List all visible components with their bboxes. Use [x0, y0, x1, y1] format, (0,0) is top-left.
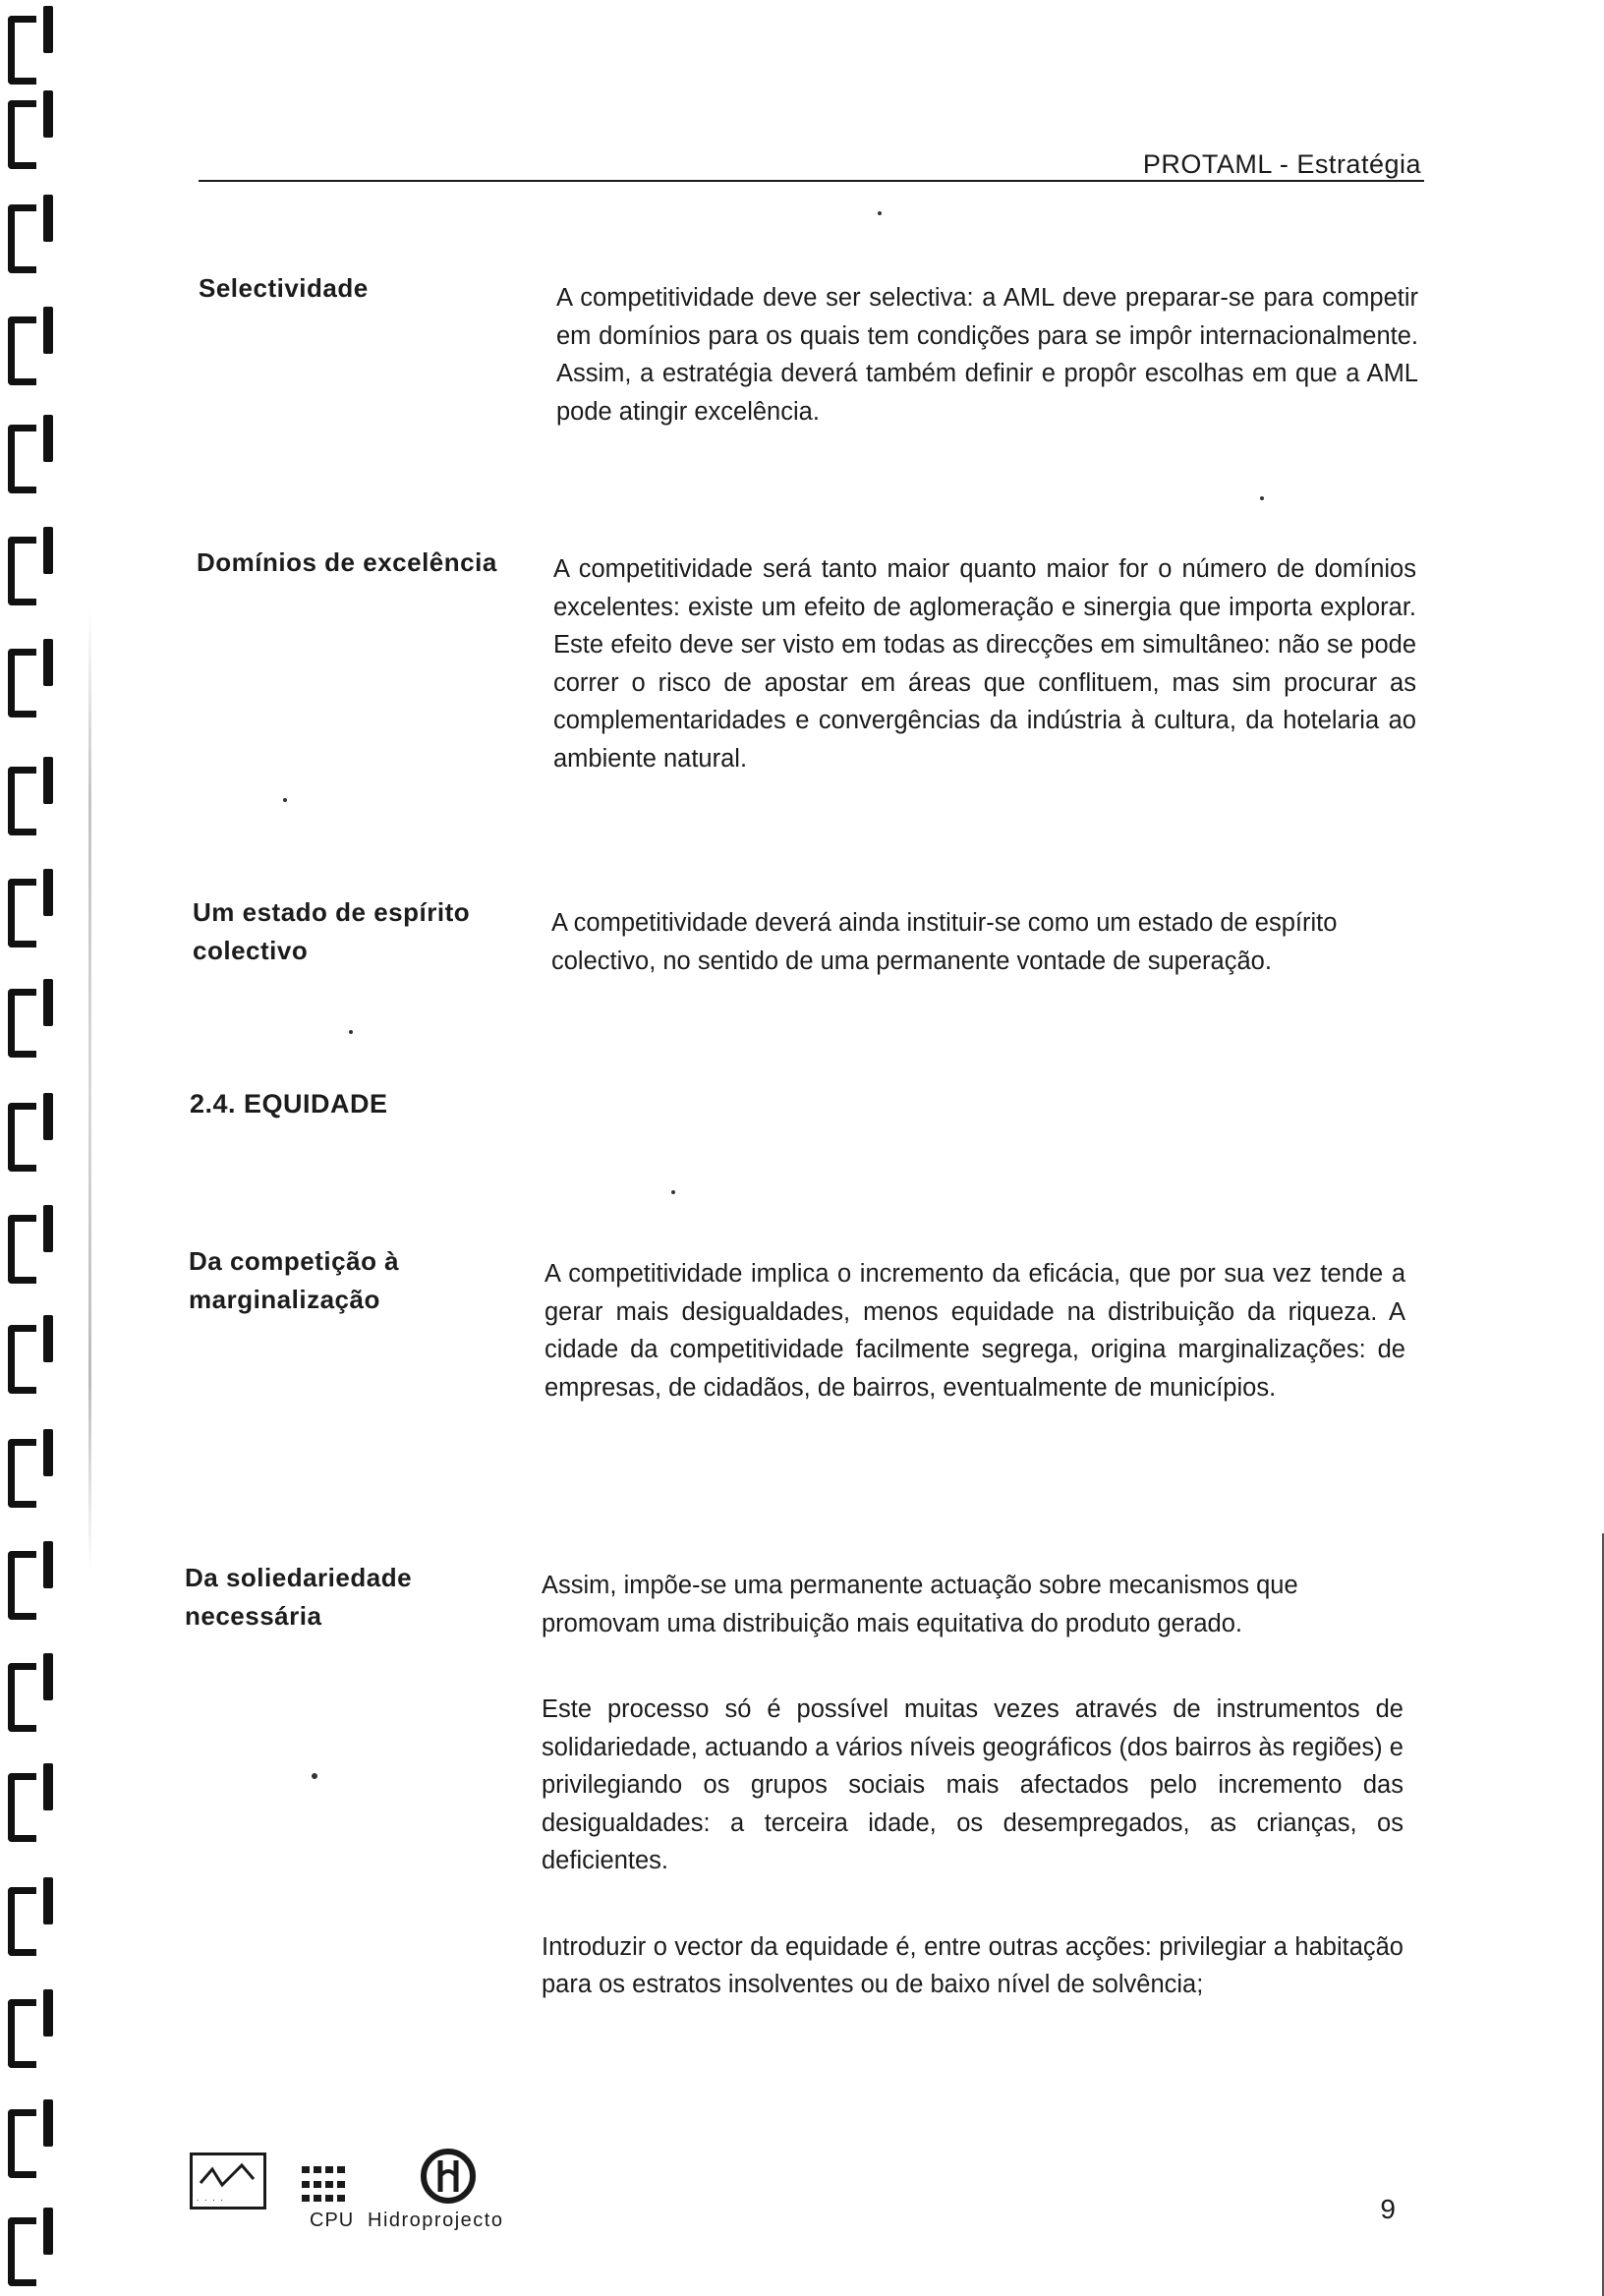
hidroprojecto-label: Hidroprojecto [368, 2210, 504, 2231]
hidroprojecto-logo [419, 2147, 478, 2210]
page-number: 9 [1380, 2194, 1396, 2224]
paragraph: A competitividade implica o incremento da eficácia, que por sua vez tende a gerar mais desigualdades, menos equidade na distribuição da riqueza. A cidade da competitividade facilmente segrega, origina marginalizações: de empresas, de cidadãos, de bairros, eventualmente de municípios. [544, 1260, 1405, 1402]
paragraph: A competitividade será tanto maior quanto maior for o número de domínios excelentes: existe um efeito de aglomeração e sinergia que importa explorar. Este efeito deve ser visto em todas as direcções em simultâneo: não se pode correr o risco de apostar em áreas que conflituem, mas sim procurar as complementaridades e convergências da indústria à cultura, da hotelaria ao ambiente natural. [553, 555, 1416, 773]
side-label-line: Selectividade [199, 273, 369, 303]
paragraph: Introduzir o vector da equidade é, entre outras acções: privilegiar a habitação para os estratos insolventes ou de baixo nível de solvência; [542, 1932, 1404, 1998]
hidroprojecto-emblem-icon [419, 2147, 478, 2206]
side-label-line: Da soliedariedade [185, 1563, 413, 1592]
scan-speck [878, 211, 882, 215]
side-label-line: necessária [185, 1601, 322, 1631]
side-label-line: colectivo [193, 936, 309, 965]
paragraph-estado-de-espirito [551, 904, 1416, 980]
side-label-dominios [197, 544, 497, 582]
running-header-title: PROTAML - Estratégia [1142, 149, 1421, 179]
side-label-line: Um estado de espírito [193, 897, 471, 927]
scan-speck [671, 1190, 675, 1194]
scan-noise-line [88, 609, 91, 1573]
header-rule [199, 180, 1424, 182]
cpu-logo [302, 2166, 347, 2206]
section-heading: 2.4. EQUIDADE [190, 1089, 388, 1119]
paragraph-dominios [553, 550, 1416, 777]
paragraph-competicao [544, 1255, 1405, 1406]
side-label-line: Domínios de excelência [197, 547, 497, 577]
side-label-soliedariedade [185, 1559, 412, 1636]
paragraph-selectividade [556, 279, 1418, 430]
cpu-label: CPU [310, 2210, 355, 2231]
cedru-logo-lettering: ···· [196, 2197, 228, 2205]
scan-speck [312, 1773, 317, 1779]
side-label-line: marginalização [189, 1285, 380, 1314]
signal-wave-icon [199, 2161, 256, 2191]
spiral-binding [0, 0, 69, 2296]
cedru-logo [190, 2152, 266, 2210]
paragraph: Assim, impõe-se uma permanente actuação sobre mecanismos que promovam uma distribuição mais equitativa do produto gerado. [542, 1572, 1298, 1637]
scan-speck [349, 1030, 353, 1034]
side-label-line: Da competição à [189, 1246, 400, 1276]
paragraph: A competitividade deverá ainda instituir-se como um estado de espírito colectivo, no sentido de uma permanente vontade de superação. [551, 909, 1338, 975]
side-label-estado-de-espirito [193, 893, 470, 970]
paragraph: A competitividade deve ser selectiva: a AML deve preparar-se para competir em domínios para os quais tem condições para se impôr internacionalmente. Assim, a estratégia deverá também definir e propôr escolhas em que a AML pode atingir excelência. [556, 284, 1418, 426]
side-label-competicao [189, 1242, 399, 1319]
scan-speck [283, 798, 287, 802]
paragraph: Este processo só é possível muitas vezes através de instrumentos de solidariedade, actuando a vários níveis geográficos (dos bairros às regiões) e privilegiando os grupos sociais mais afectados pelo incremento das desigualdades: a terceira idade, os desempregados, as crianças, os deficientes. [542, 1695, 1404, 1874]
scan-speck [1260, 496, 1264, 500]
paragraph-group-soliedariedade [542, 1567, 1404, 2004]
side-label-selectividade [199, 269, 369, 308]
